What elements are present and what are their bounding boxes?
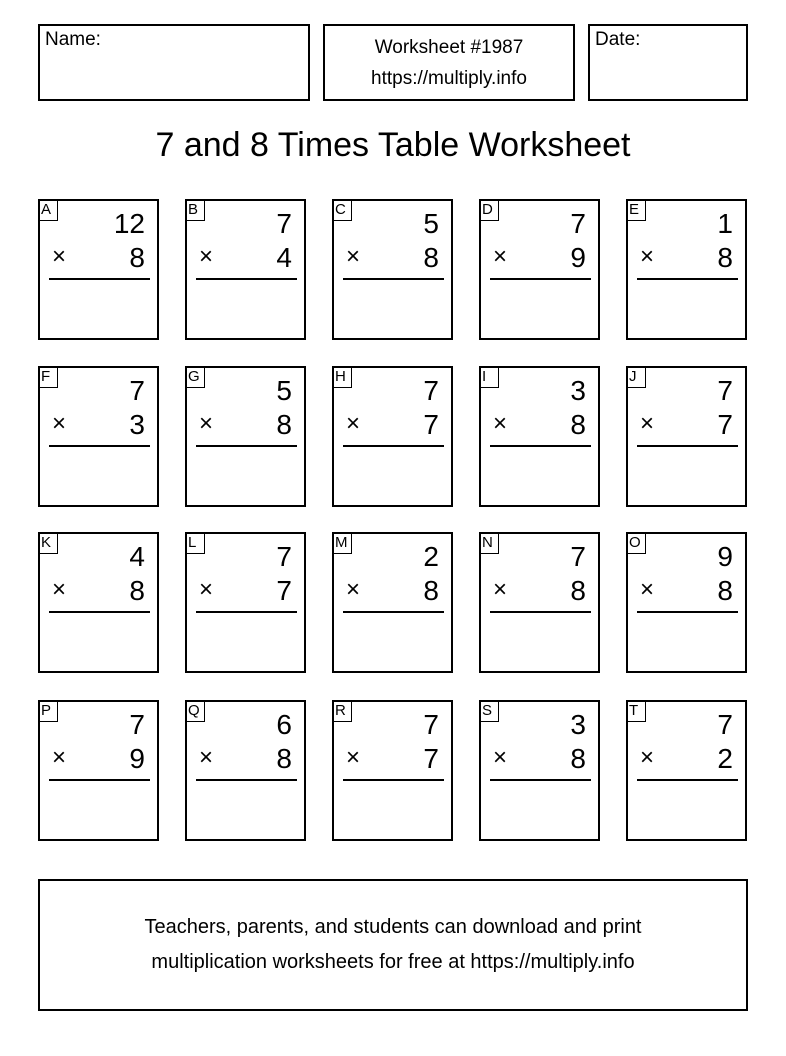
multiplier: 8 (276, 409, 292, 440)
multiplicand: 7 (276, 208, 292, 239)
multiplicand: 4 (129, 541, 145, 572)
multiplier: 9 (570, 242, 586, 273)
problem-card (332, 700, 453, 841)
problem-card (185, 700, 306, 841)
multiplier: 3 (129, 409, 145, 440)
problem-letter: Q (185, 700, 205, 722)
times-symbol: × (346, 410, 361, 437)
multiplicand: 3 (570, 375, 586, 406)
problem-card (332, 199, 453, 340)
times-symbol: × (52, 744, 67, 771)
problem-letter: R (332, 700, 352, 722)
problem-letter: F (38, 366, 58, 388)
multiplier: 8 (276, 743, 292, 774)
multiplier: 8 (129, 242, 145, 273)
answer-line (196, 611, 297, 613)
answer-line (196, 278, 297, 280)
date-field-box (588, 24, 748, 101)
footer-line-2: multiplication worksheets for free at https://multiply.info (151, 951, 635, 973)
problem-card (626, 199, 747, 340)
times-symbol: × (346, 243, 361, 270)
times-symbol: × (52, 410, 67, 437)
problem-letter: I (479, 366, 499, 388)
multiplier: 8 (570, 575, 586, 606)
times-symbol: × (199, 576, 214, 603)
problem-letter: N (479, 532, 499, 554)
multiplicand: 7 (717, 709, 733, 740)
problem-letter: K (38, 532, 58, 554)
multiplier: 8 (570, 409, 586, 440)
multiplicand: 5 (276, 375, 292, 406)
answer-line (343, 611, 444, 613)
multiplier: 8 (717, 575, 733, 606)
problem-letter: A (38, 199, 58, 221)
multiplier: 8 (570, 743, 586, 774)
answer-line (343, 278, 444, 280)
times-symbol: × (199, 243, 214, 270)
multiplier: 9 (129, 743, 145, 774)
worksheet-number: Worksheet #1987 (374, 37, 524, 58)
multiplier: 8 (423, 575, 439, 606)
date-label: Date: (595, 29, 641, 50)
multiplier: 7 (717, 409, 733, 440)
answer-line (49, 779, 150, 781)
problem-letter: O (626, 532, 646, 554)
problem-card (332, 366, 453, 507)
multiplier: 8 (423, 242, 439, 273)
times-symbol: × (640, 744, 655, 771)
answer-line (490, 779, 591, 781)
problem-card (185, 532, 306, 673)
answer-line (343, 779, 444, 781)
answer-line (490, 611, 591, 613)
answer-line (490, 445, 591, 447)
multiplier: 4 (276, 242, 292, 273)
problem-letter: D (479, 199, 499, 221)
times-symbol: × (52, 243, 67, 270)
problem-card (332, 532, 453, 673)
answer-line (637, 611, 738, 613)
problem-card (479, 532, 600, 673)
problem-card (38, 700, 159, 841)
multiplier: 8 (717, 242, 733, 273)
worksheet-url: https://multiply.info (371, 68, 527, 89)
problem-card (185, 199, 306, 340)
problem-card (479, 199, 600, 340)
problem-letter: B (185, 199, 205, 221)
times-symbol: × (493, 243, 508, 270)
multiplicand: 3 (570, 709, 586, 740)
times-symbol: × (640, 410, 655, 437)
problem-letter: G (185, 366, 205, 388)
times-symbol: × (640, 576, 655, 603)
times-symbol: × (640, 243, 655, 270)
page-title: 7 and 8 Times Table Worksheet (155, 126, 631, 164)
answer-line (637, 779, 738, 781)
answer-line (343, 445, 444, 447)
multiplier: 7 (423, 743, 439, 774)
multiplicand: 6 (276, 709, 292, 740)
answer-line (196, 445, 297, 447)
times-symbol: × (346, 576, 361, 603)
answer-line (196, 779, 297, 781)
times-symbol: × (493, 576, 508, 603)
problem-card (38, 532, 159, 673)
problem-letter: C (332, 199, 352, 221)
multiplicand: 7 (570, 208, 586, 239)
multiplicand: 5 (423, 208, 439, 239)
problem-card (38, 199, 159, 340)
multiplicand: 7 (129, 709, 145, 740)
multiplicand: 7 (423, 709, 439, 740)
name-field-box (38, 24, 310, 101)
multiplier: 8 (129, 575, 145, 606)
problem-letter: P (38, 700, 58, 722)
footer-line-1: Teachers, parents, and students can download and print (144, 916, 642, 938)
footer-box (38, 879, 748, 1011)
multiplier: 7 (276, 575, 292, 606)
problem-letter: H (332, 366, 352, 388)
multiplicand: 9 (717, 541, 733, 572)
multiplicand: 2 (423, 541, 439, 572)
problem-letter: T (626, 700, 646, 722)
problem-card (38, 366, 159, 507)
multiplicand: 1 (717, 208, 733, 239)
name-label: Name: (45, 29, 101, 50)
problem-letter: L (185, 532, 205, 554)
times-symbol: × (199, 744, 214, 771)
answer-line (637, 278, 738, 280)
problem-card (626, 700, 747, 841)
multiplicand: 7 (717, 375, 733, 406)
answer-line (49, 611, 150, 613)
problem-card (479, 700, 600, 841)
times-symbol: × (493, 744, 508, 771)
times-symbol: × (346, 744, 361, 771)
times-symbol: × (52, 576, 67, 603)
multiplicand: 7 (423, 375, 439, 406)
problem-letter: S (479, 700, 499, 722)
multiplier: 2 (717, 743, 733, 774)
problem-card (185, 366, 306, 507)
problem-card (626, 532, 747, 673)
answer-line (49, 278, 150, 280)
times-symbol: × (199, 410, 214, 437)
multiplicand: 7 (276, 541, 292, 572)
problem-card (479, 366, 600, 507)
answer-line (49, 445, 150, 447)
multiplicand: 7 (129, 375, 145, 406)
multiplier: 7 (423, 409, 439, 440)
problem-letter: M (332, 532, 352, 554)
multiplicand: 7 (570, 541, 586, 572)
worksheet-info-box (323, 24, 575, 101)
multiplicand: 12 (113, 208, 145, 239)
answer-line (490, 278, 591, 280)
problem-letter: J (626, 366, 646, 388)
times-symbol: × (493, 410, 508, 437)
answer-line (637, 445, 738, 447)
problem-card (626, 366, 747, 507)
problem-letter: E (626, 199, 646, 221)
